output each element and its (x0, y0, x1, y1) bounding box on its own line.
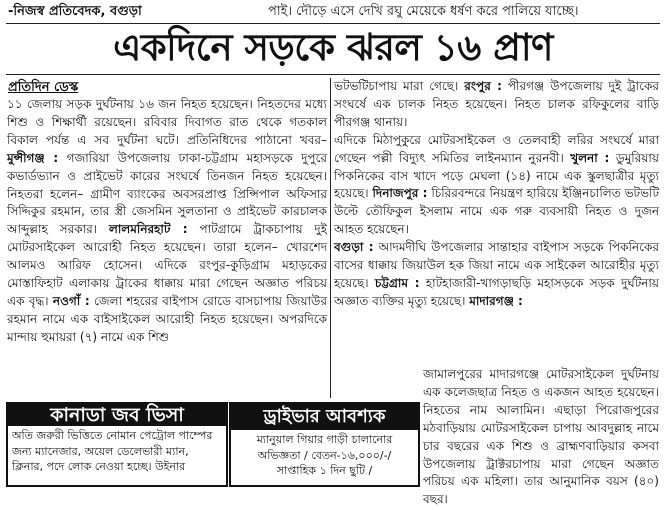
previous-story-ending: পাই। দৌড়ে এসে দেখি রঘু মেয়েকে ধর্ষণ করে পালিয়ে যাচ্ছে। (268, 4, 579, 19)
top-strip (0, 0, 666, 22)
location-keyword: মুন্সীগঞ্জ : (7, 150, 59, 165)
previous-story-byline: -নিজস্ব প্রতিবেদক, বগুড়া (8, 4, 142, 19)
location-keyword: মাদারগঞ্জ : (469, 293, 523, 308)
article-column-right (334, 78, 659, 328)
location-keyword: বগুড়া : (334, 240, 374, 255)
paragraph: পাটগ্রামে ট্রাকচাপায় দুই মোটরসাইকেল আরোহী নিহত হয়েছেন। তারা হলেন– খোরশেদ আলমও আরিফ হোসেন। এদিকে রংপুর-কুড়িগ্রাম মহাড়কের মোস্তাফিহাট এলাকায় ট্রাকের ধাক্কায় মারা গেছেন অজ্ঞাত পরিচয় এক বৃদ্ধ। (7, 222, 327, 308)
driver-wanted-ad (229, 402, 420, 487)
paragraph: আদমদীঘি উপজেলার সান্তাহার বাইপাস সড়কে পিকনিকের বাসের ধাক্কায় জিয়াউল হক জিয়া নামে এক সাইকেল আরোহীর মৃত্যু হয়েছে। (334, 240, 659, 290)
article-body-left (7, 96, 327, 347)
headline: একদিনে সড়কে ঝরল ১৬ প্রাণ (113, 26, 553, 69)
column-divider (330, 78, 331, 398)
location-keyword: নওগাঁ : (52, 293, 90, 308)
location-keyword: দিনাজপুর : (372, 186, 428, 201)
paragraph: ১১ জেলায় সড়ক দুর্ঘটনায় ১৬ জন নিহত হয়েছেন। নিহতদের মধ্যে শিশু ও শিক্ষার্থী রয়েছেন। রবিবার দিবাগত রাত থেকে গতকাল বিকাল পর্যন্ত এ সব দুর্ঘটনা ঘটে। প্রতিনিধিদের পাঠানো খবর– (7, 97, 327, 147)
ad-body: ম্যানুয়াল গিয়ার গাড়ী চালানোর অভিজ্ঞতা / বেতন-১৬,০০০/-/ সাপ্তাহিক ১ দিন ছুটি / (256, 433, 393, 477)
location-keyword: চট্টগ্রাম : (374, 275, 420, 290)
paragraph: হাটহাজারী-খাগড়াছড়ি মহাসড়কে সড়ক দুর্ঘটনায় অজ্ঞাত ব্যক্তির মৃত্যু হয়েছে। (334, 275, 659, 308)
paragraph: জামালপুরের মাদারগঞ্জে মোটরসাইকেল দুর্ঘটনায় এক কলেজছাত্র নিহত ও একজন আহত হয়েছেন। নিহতের নাম আলামিন। এছাড়া পিরোজপুরের মঠবাড়িয়ায় মোটরসাইকেল চাপায় আবদুল্লাহ নামে চার বছরের এক শিশু ও ব্রাহ্মণবাড়িয়ার কসবা উপজেলায় ট্রাক্টরচাপায় মারা গেছেন অজ্ঞাত পরিচয় এক মহিলা। তার আনুমানিক বয়স (৪০) বছর। (423, 367, 659, 507)
paragraph: ডুমুরিয়ায় পিকনিকের বাস খাদে পড়ে মেঘলা (১৪) নামে এক স্কুলছাত্রীর মৃত্যু হয়েছে। (334, 150, 659, 201)
article-column-left (7, 96, 327, 394)
paragraph: জেলা শহরের বাইপাস রোডে বাসচাপায় জিয়াউর রহমান নামে এক বাইসাইকেল আরোহী নিহত হয়েছেন। অপরদিকে মান্দায় হুমায়রা (৭) নামে এক শিশু (7, 293, 327, 344)
paragraph: ভটভটিচাপায় মারা গেছে। (334, 79, 459, 93)
dateline: প্রতিদিন ডেস্ক (8, 80, 79, 95)
ad-title: ড্রাইভার আবশ্যক (231, 404, 418, 430)
ad-title: কানাডা জব ভিসা (8, 404, 226, 426)
ad-body: অতি জরুরী ভিত্তিতে নোমান পেট্রোল পাম্পের জন্য ম্যানেজার, অয়েল ডেলেভারী ম্যান, ক্লিনার, পদে লোক নেওয়া হচ্ছে। উইনার (12, 429, 213, 473)
paragraph: চিরিরবন্দরে নিয়ন্ত্রণ হারিয়ে ইঞ্জিনচালিত ভটভটি উল্টে তৌফিকুল ইসলাম নামে এক গরু ব্যবসায়ী নিহত ও দুজন আহত হয়েছেন। (334, 186, 659, 237)
paragraph: এদিকে মিঠাপুকুরে মোটরসাইকেল ও তেলবাহী লরির সংঘর্ষে মারা গেছেন পল্লী বিদ্যুৎ সমিতির লাইনম্যান নুরনবী। (334, 132, 659, 165)
paragraph: গজারিয়া উপজেলায় ঢাকা-চট্টগ্রাম মহাসড়কে দুপুরে কভার্ডভ্যান ও প্রাইভেট কারের সংঘর্ষে তিনজন নিহত হয়েছেন। নিহতরা হলেন– গ্রামীণ ব্যাংকের অবসরপ্রাপ্ত প্রিন্সিপাল অফিসার সিদ্দিকুর রহমান, তার স্ত্রী জেসমিন সুলতানা ও প্রাইভেট কারচালক আব্দুল্লাহ সরকার। (7, 150, 327, 237)
headline-divider (6, 74, 660, 75)
canada-job-visa-ad (6, 402, 228, 487)
location-keyword: খুলনা : (570, 150, 610, 165)
location-keyword: রংপুর : (464, 79, 502, 93)
article-column-right-continued (423, 366, 659, 507)
paragraph: পীরগঞ্জ উপজেলায় দুই ট্রাকের সংঘর্ষে এক চালক নিহত হয়েছেন। নিহত চালক রফিকুলের বাড়ি পীরগঞ্জ থানায়। (334, 79, 659, 129)
article-body-right (334, 78, 659, 132)
location-keyword: লালমনিরহাট : (108, 222, 188, 237)
